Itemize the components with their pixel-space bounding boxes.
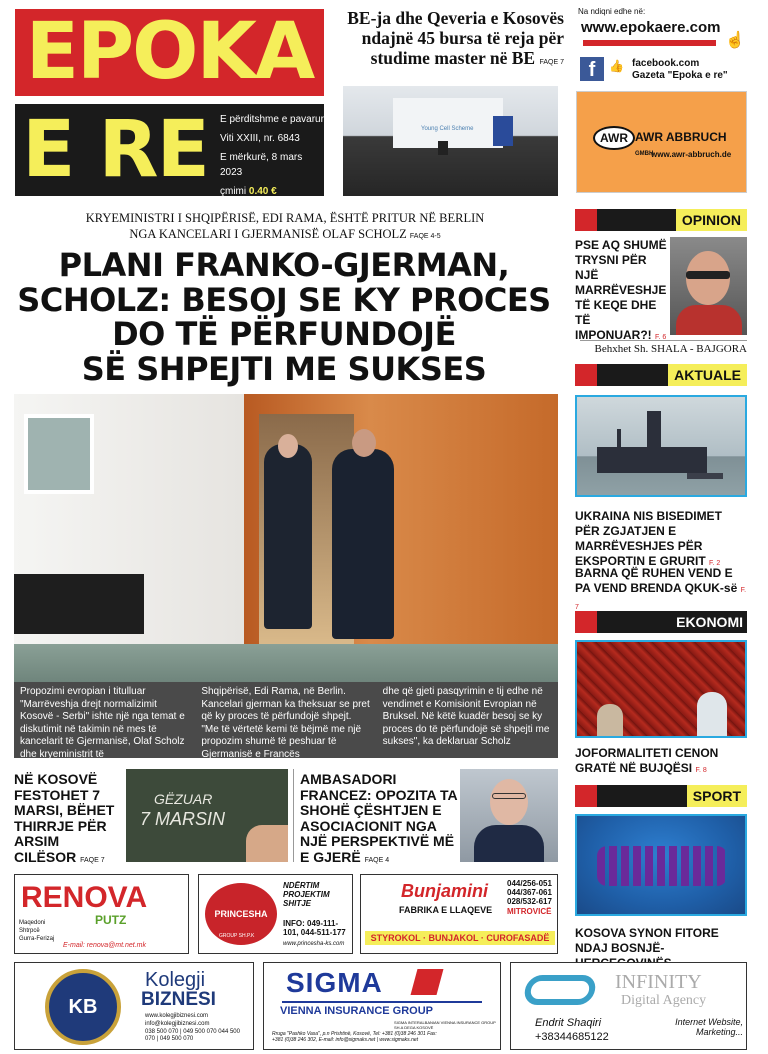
opinion-author: Behxhet Sh. SHALA - BAJGORA: [580, 340, 747, 355]
princesha-sub: GROUP SH.P.K: [219, 933, 255, 939]
red-rule: [583, 40, 716, 46]
story-8mars[interactable]: NË KOSOVË FESTOHET 7 MARSI, BËHET THIRRJE PËR ARSIM CILËSOR FAQE 7: [14, 771, 115, 865]
figure-rama: [332, 449, 394, 639]
follow-label: Na ndiqni edhe në:: [578, 7, 646, 16]
facebook-page[interactable]: facebook.com Gazeta "Epoka e re": [632, 58, 728, 81]
lead-caption: Propozimi evropian i titulluar "Marrëveshja drejt normalizimit Kosovë - Serbi" ishte një nga temat e diskutimit në takimin në mes të kancelarit të Gjermanisë, Olaf Scholz dhe kryeministrit të Shqipërisë, Edi Rama, në Berlin. Kancelari gjerman ka theksuar se pret që ky proces të përfundojë shpejt. "Me të vërtetë kemi të bëjmë me një propozim shumë të peshuar të Gjermanisë e Francës dhe që gjeti pasqyrimin e tij edhe në vendimet e Komisionit Evropian në Bruksel. Në këtë kuadër besoj se ky proces do të përfundojë së shpejti me sukses", ka deklaruar Scholz: [14, 682, 558, 758]
logo-ere: E RE: [22, 105, 208, 195]
ad-princesha[interactable]: [198, 874, 353, 954]
aktuale-story-2[interactable]: BARNA QË RUHEN VEND E PA VEND BRENDA QKUK-së F. 7: [575, 566, 747, 611]
section-ekonomi[interactable]: EKONOMI: [575, 611, 747, 633]
princesha-logo: PRINCESHA: [205, 883, 277, 945]
opinion-author-photo: [670, 237, 747, 335]
sport-story[interactable]: KOSOVA SYNON FITORE NDAJ BOSNJË-: [575, 926, 719, 955]
sigma-mark: [411, 969, 444, 995]
kolegji-web: www.kolegjibiznesi.com: [145, 1013, 209, 1019]
top-story-headline[interactable]: BE-ja dhe Qeveria e Kosovës ndajnë 45 bursa të reja për studime master në BE FAQE 7: [347, 8, 564, 68]
aktuale-photo-ship: [575, 395, 747, 497]
like-icon: 👍: [609, 59, 624, 73]
kolegji-name2: BIZNESI: [141, 989, 216, 1010]
lead-headline[interactable]: PLANI FRANKO-GJERMAN, SCHOLZ: BESOJ SE KY PROCES DO TË PËRFUNDOJË SË SHPEJTI ME SUKSES: [17, 246, 551, 388]
awr-url: www.awr-abbruch.de: [651, 150, 732, 159]
ad-awr[interactable]: [576, 91, 747, 193]
lead-kicker: KRYEMINISTRI I SHQIPËRISË, EDI RAMA, ËSHTË PRITUR NË BERLIN NGA KANCELARI I GJERMANISË OLAF SCHOLZ FAQE 4-5: [85, 211, 485, 241]
ad-kolegji[interactable]: [14, 962, 254, 1050]
cursor-icon: ☝: [725, 32, 745, 49]
logo-epoka: EPOKA: [15, 9, 324, 96]
kolegji-seal: KB: [45, 969, 121, 1045]
issue-info: [220, 112, 324, 199]
princesha-info: INFO: 049-111-101, 044-511-177: [283, 919, 346, 937]
bunjamini-tag: FABRIKA E LLAQEVE: [399, 905, 493, 915]
renova-sub: PUTZ: [95, 913, 127, 927]
infinity-sub: Digital Agency: [621, 993, 707, 1008]
sigma-address: Rruga "Pashko Vasa", p.n Prishtinë, Kosovë, Tel: +381 (0)38 246 301 Fax: +381 (0)38 246 302, E-mail: info@sigmaks.net | www.sigmaks.net: [272, 1031, 437, 1043]
divider: [293, 769, 294, 862]
infinity-service: Internet Website, Marketing...: [675, 1017, 743, 1037]
website-link[interactable]: www.epokaere.com: [581, 19, 721, 36]
infinity-icon: [522, 975, 597, 1005]
section-opinion[interactable]: OPINION: [575, 209, 747, 231]
ad-infinity[interactable]: [510, 962, 747, 1050]
kolegji-phone: 038 500 070 | 049 500 070 044 500 070 | 049 500 070: [145, 1029, 240, 1042]
bunjamini-phones: 044/256-051 044/367-061 028/532-617: [507, 879, 552, 906]
ambassador-photo: [460, 769, 558, 862]
top-story-photo: [343, 86, 558, 196]
issue-number: Viti XXIII, nr. 6843: [220, 133, 300, 144]
lead-photo: [14, 394, 558, 682]
issue-date: E mërkurë, 8 mars 2023: [220, 152, 303, 178]
infinity-person: Endrit Shaqiri: [535, 1017, 602, 1029]
bunjamini-city: MITROVICË: [507, 907, 552, 916]
aktuale-story-1[interactable]: UKRAINA NIS BISEDIMET PËR ZGJATJEN E MARRËVESHJES PËR EKSPORTIN E GRURIT F. 2: [575, 509, 722, 568]
sigma-note: SIGMA INTERALBANIAN VIENNA INSURANCE GROUP SH.A DEGA KOSOVË: [394, 1020, 496, 1030]
story-ambassador[interactable]: AMBASADORI FRANCEZ: OPOZITA TA SHOHË ÇËSHTJEN E ASOCIACIONIT NGA NJË PERSPEKTIVË MË E GJERË FAQE 4: [300, 771, 458, 865]
sigma-sub: VIENNA INSURANCE GROUP: [280, 1005, 433, 1017]
frequency: E përditshme e pavarur: [220, 114, 324, 125]
photo-sign: Young Cell Scheme: [421, 126, 474, 132]
ad-renova[interactable]: [14, 874, 189, 954]
infinity-phone: +38344685122: [535, 1031, 609, 1043]
chalkboard-photo: [126, 769, 288, 862]
renova-towns: Maqedoni Shtrpcë Gurra-Ferizaj: [19, 920, 55, 942]
awr-brand: AWR ABBRUCH GMBH: [635, 130, 727, 157]
bunjamini-products: STYROKOL · BUNJAKOL · CUROFASADË: [365, 931, 555, 945]
price: çmimi 0.40 €: [220, 186, 277, 197]
renova-logo: RENOVA: [21, 881, 148, 914]
ad-sigma[interactable]: [263, 962, 501, 1050]
awr-badge: AWR: [593, 126, 635, 150]
chalk-text-1: GËZUAR: [154, 791, 213, 807]
sigma-logo: SIGMA: [286, 967, 383, 998]
bunjamini-logo: Bunjamini: [401, 881, 489, 901]
logo-ere-panel: [15, 104, 324, 196]
chalk-text-2: 7 MARSIN: [140, 809, 226, 829]
facebook-icon[interactable]: f: [580, 57, 604, 81]
sport-photo: [575, 814, 747, 916]
opinion-title[interactable]: PSE AQ SHUMË TRYSNI PËR NJË MARRËVESHJE TË KEQE DHE TË IMPONUAR?! F. 6: [575, 238, 667, 342]
ekonomi-photo: [575, 640, 747, 738]
ad-bunjamini[interactable]: [360, 874, 558, 954]
figure-scholz: [264, 444, 312, 629]
princesha-services: NDËRTIM PROJEKTIM SHITJE: [283, 881, 330, 908]
princesha-web: www.princesha-ks.com: [283, 941, 345, 947]
kolegji-name1: Kolegji: [145, 969, 206, 991]
page-ref: FAQE 7: [539, 59, 564, 66]
ekonomi-story[interactable]: JOFORMALITETI CENON GRATË NË BUJQËSI F. 8: [575, 746, 719, 775]
infinity-name: INFINITY: [615, 971, 702, 993]
section-aktuale[interactable]: AKTUALE: [575, 364, 747, 386]
renova-email: E-mail: renova@mt.net.mk: [63, 942, 146, 949]
kolegji-email: info@kolegjibiznesi.com: [145, 1021, 210, 1027]
section-sport[interactable]: SPORT: [575, 785, 747, 807]
